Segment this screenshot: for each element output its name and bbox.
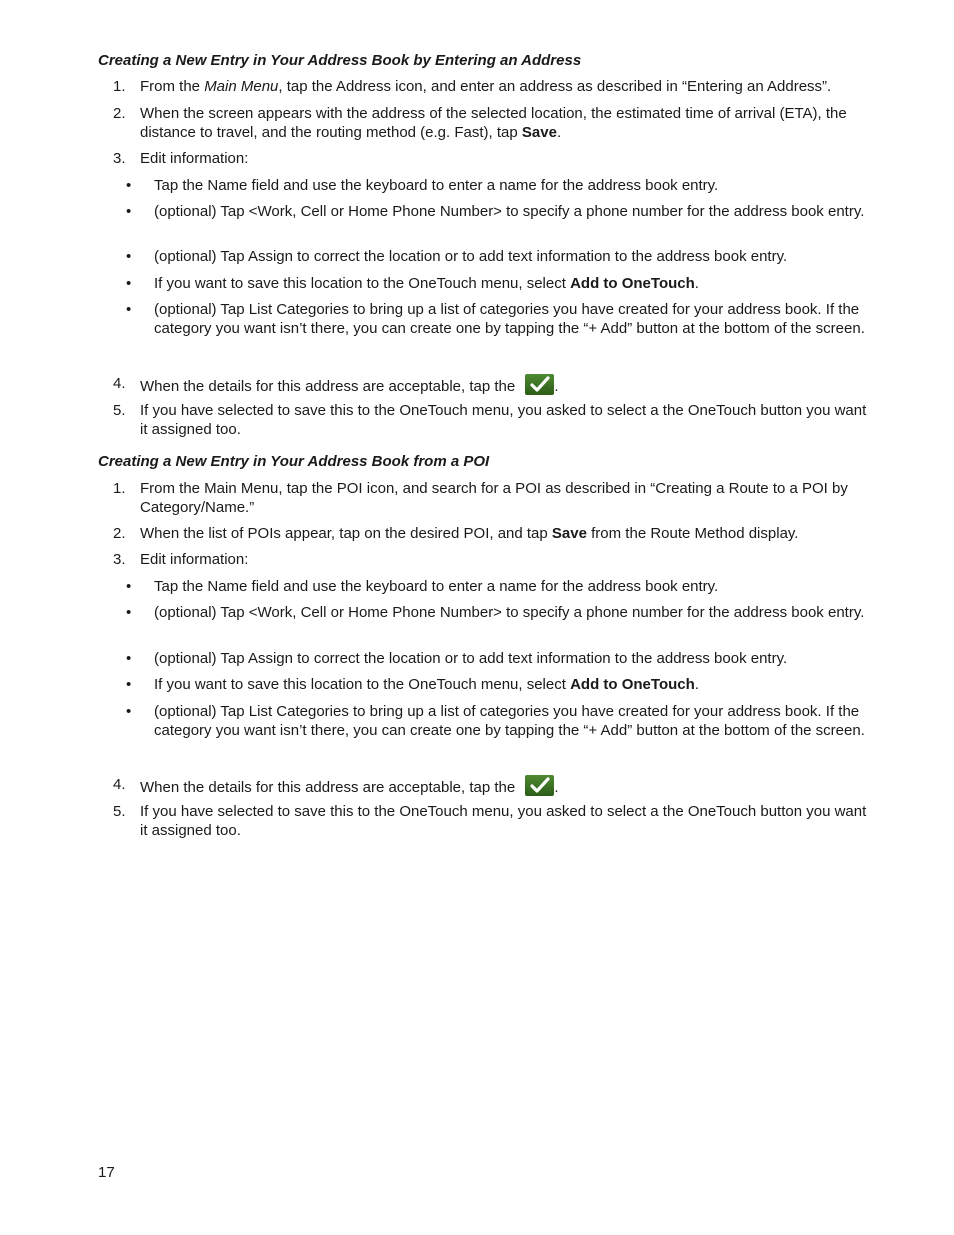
green-checkmark-icon	[525, 374, 554, 395]
step-text: If you have selected to save this to the OneTouch menu, you asked to select a the OneTouch button you want it assigned too.	[140, 402, 867, 438]
section-heading: Creating a New Entry in Your Address Book by Entering an Address	[98, 52, 582, 69]
bullet-text: (optional) Tap Assign to correct the location or to add text information to the address book entry.	[154, 650, 788, 667]
step-number: 1.	[113, 78, 126, 95]
bullet-text: (optional) Tap <Work, Cell or Home Phone Number> to specify a phone number for the address book entry.	[154, 604, 865, 621]
bullet-text: (optional) Tap List Categories to bring up a list of categories you have created for your address book. If the category you want isn’t there, you can create one by tapping the “+ Add” button at the bottom of the screen.	[154, 301, 865, 337]
step-number: 4.	[113, 776, 126, 793]
step-text: From the Main Menu, tap the POI icon, and search for a POI as described in “Creating a Route to a POI by Category/Name.”	[140, 480, 848, 516]
step-text: Edit information:	[140, 150, 249, 167]
bullet-text: If you want to save this location to the OneTouch menu, select Add to OneTouch.	[154, 275, 699, 292]
bullet-text: Tap the Name field and use the keyboard to enter a name for the address book entry.	[154, 177, 719, 194]
bullet-marker: •	[126, 301, 132, 318]
bullet-marker: •	[126, 203, 132, 220]
bullet-text: (optional) Tap Assign to correct the location or to add text information to the address book entry.	[154, 248, 788, 265]
step-number: 5.	[113, 803, 126, 820]
step-number: 3.	[113, 551, 126, 568]
step-number: 4.	[113, 375, 126, 392]
bullet-text: (optional) Tap <Work, Cell or Home Phone Number> to specify a phone number for the address book entry.	[154, 203, 865, 220]
step-number: 5.	[113, 402, 126, 419]
step-number: 2.	[113, 525, 126, 542]
bullet-text: If you want to save this location to the OneTouch menu, select Add to OneTouch.	[154, 676, 699, 693]
step-number: 1.	[113, 480, 126, 497]
step-text: When the details for this address are acceptable, tap the .	[140, 775, 868, 797]
bullet-marker: •	[126, 248, 132, 265]
step-number: 2.	[113, 105, 126, 122]
bullet-marker: •	[126, 650, 132, 667]
step-text: When the list of POIs appear, tap on the desired POI, and tap Save from the Route Method display.	[140, 525, 799, 542]
bullet-marker: •	[126, 703, 132, 720]
step-text: From the Main Menu, tap the Address icon, and enter an address as described in “Entering an Address”.	[140, 78, 832, 95]
page-number: 17	[98, 1164, 115, 1181]
bullet-text: Tap the Name field and use the keyboard to enter a name for the address book entry.	[154, 578, 719, 595]
bullet-marker: •	[126, 578, 132, 595]
section-heading: Creating a New Entry in Your Address Book from a POI	[98, 453, 490, 470]
step-number: 3.	[113, 150, 126, 167]
bullet-marker: •	[126, 275, 132, 292]
bullet-text: (optional) Tap List Categories to bring up a list of categories you have created for your address book. If the category you want isn’t there, you can create one by tapping the “+ Add” button at the bottom of the screen.	[154, 703, 865, 739]
bullet-marker: •	[126, 604, 132, 621]
green-checkmark-icon	[525, 775, 554, 796]
step-text: When the screen appears with the address of the selected location, the estimated time of arrival (ETA), the distance to travel, and the routing method (e.g. Fast), tap Save.	[140, 105, 847, 141]
step-text: If you have selected to save this to the OneTouch menu, you asked to select a the OneTouch button you want it assigned too.	[140, 803, 867, 839]
bullet-marker: •	[126, 676, 132, 693]
step-text: When the details for this address are acceptable, tap the .	[140, 374, 868, 396]
bullet-marker: •	[126, 177, 132, 194]
step-text: Edit information:	[140, 551, 249, 568]
